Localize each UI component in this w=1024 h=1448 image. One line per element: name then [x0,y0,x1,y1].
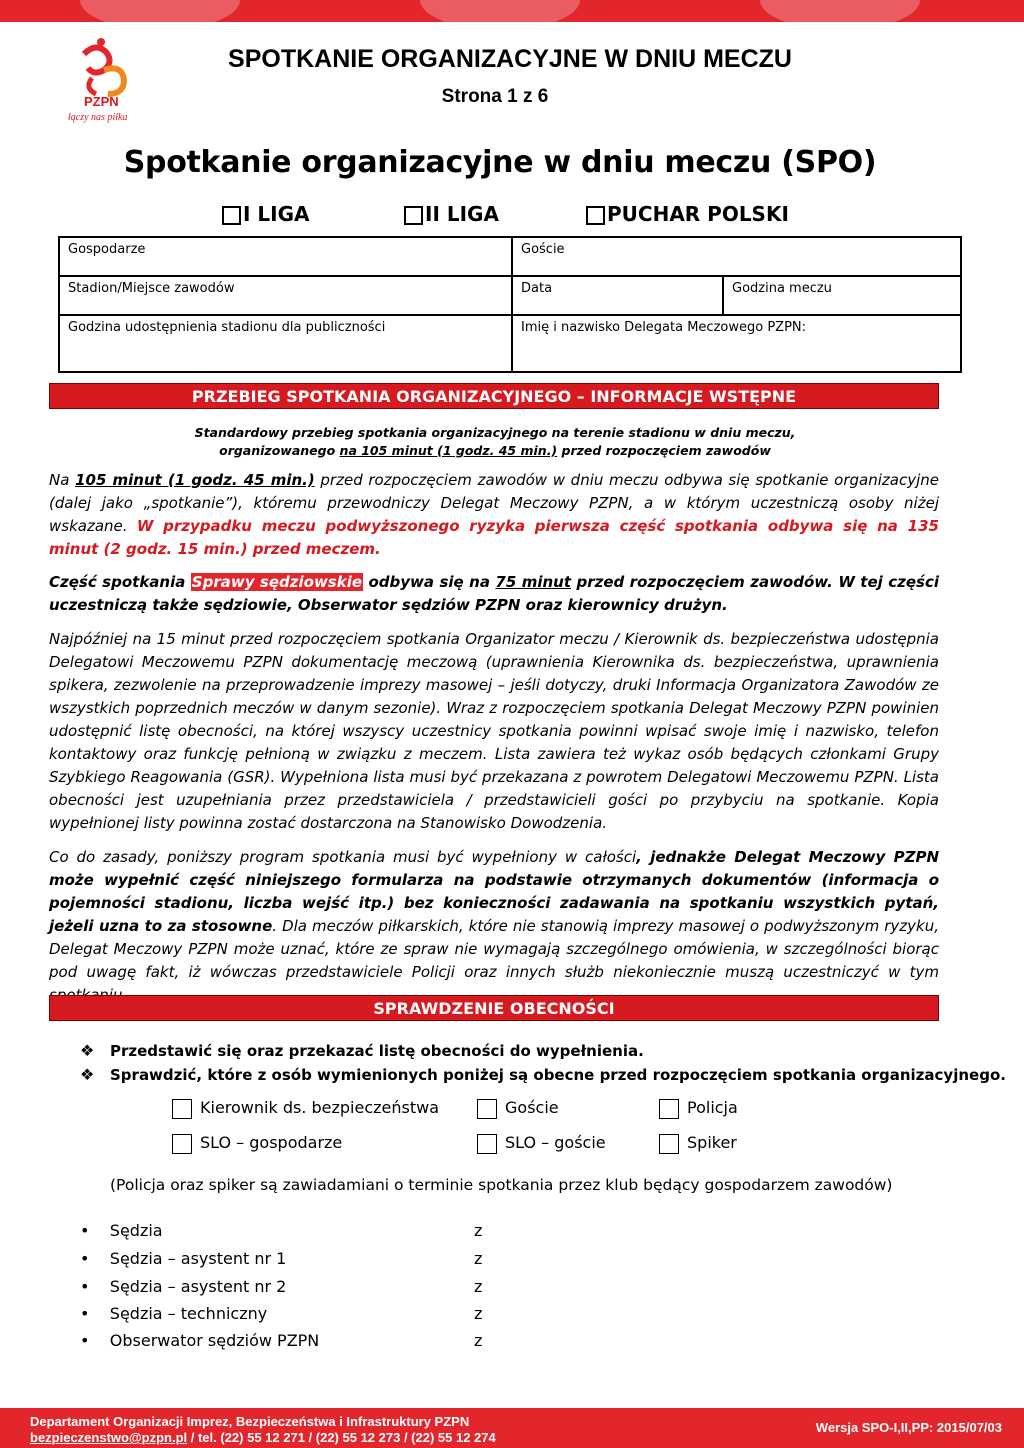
page-title: Spotkanie organizacyjne w dniu meczu (SPO) [123,145,877,180]
paragraph-4: Co do zasady, poniższy program spotkania musi być wypełniony w całości, jednakże Delegat Meczowy PZPN może wypełnić część niniejszego formularza na podstawie otrzymanych dokumentów (informacja o pojemności stadionu, liczba wejść itp.) bez konieczności zadawania na spotkaniu wszystkich pytań, jeżeli uzna to za stosowne. Dla meczów piłkarskich, które nie stanowią imprezy masowej o podwyższonym ryzyku, Delegat Meczowy PZPN może uznać, które ze spraw nie wymagają szczególnego omówienia, w szczególności biorąc pod uwagę fakt, iż wówczas przedstawiciele Policji oraz innych służb niekoniecznie muszą uczestniczyć w tym [49,848,939,981]
checkbox-slo-hosts[interactable]: SLO – gospodarze [172,1133,342,1154]
footer-department: Departament Organizacji Imprez, Bezpieczeństwa i Infrastruktury PZPN [30,1414,470,1429]
checkbox-ii-liga[interactable]: II LIGA [404,202,499,226]
diamond-bullet-icon: ❖ [80,1043,95,1060]
bullet-icon: • [80,1304,90,1323]
document-header-title: SPOTKANIE ORGANIZACYJNE W DNIU MECZU [228,45,792,73]
bullet-icon: • [80,1277,90,1296]
list-item: • Sędzia – techniczny [80,1304,268,1323]
from-label: z [474,1331,483,1350]
bullet-icon: • [80,1331,90,1350]
paragraph-3: Najpóźniej na 15 minut przed rozpoczęciem spotkania Organizator meczu / Kierownik ds. bezpieczeństwa udostępnia Delegatowi Meczowemu PZPN dokumentację meczową (uprawnienia Kierownika ds. bezpieczeństwa, uprawnienia spikera, zezwolenie na przeprowadzenie imprezy masowej – jeśli dotyczy, druki Informacja Organizatora Zawodów ze wszystkich poprzednich meczów w danym sezonie). Wraz z rozpoczęciem spotkania Delegat Meczowy PZPN powinien udostępnić listę obecności, na której wszyscy uczestnicy spotkania powinni wpisać swoje imię i nazwisko, telefon kontaktowy oraz funkcję pełnioną w związku z meczem. Lista zawiera też wykaz osób będących członkami Grupy Szybkiego Reagowania (GSR). Wypełniona lista musi być przekazana z powrotem Delegatowi Meczowemu PZPN. Lista obecności jest uzupełniania przez przedstawiciela / przedstawicieli gości po przybyciu na spotkanie. Kopia wypełnionej listy powinna zostać dostarczona na Stanowisko Dowodzenia. [49,630,939,832]
svg-text:PZPN: PZPN [84,94,119,109]
checkbox-guests[interactable]: Goście [477,1098,559,1119]
instruction-1: Przedstawić się oraz przekazać listę obecności do wypełnienia. [110,1042,644,1060]
intro-subtitle: Standardowy przebieg spotkania organizacyjnego na terenie stadionu w dniu meczu, organizowanego na 105 minut (1 godz. 45 min.) przed rozpoczęciem zawodów [194,425,796,458]
footer-email-link[interactable]: bezpieczenstwo@pzpn.pl [30,1430,188,1445]
checkbox-icon[interactable] [659,1099,679,1119]
footer [0,1408,1024,1448]
list-item: • Sędzia – asystent nr 1 [80,1249,287,1268]
from-label: z [474,1304,483,1323]
footer-version: Wersja SPO-I,II,PP: 2015/07/03 [815,1420,1002,1435]
highlight-referee-matters: Sprawy sędziowskie [191,573,363,591]
checkbox-police[interactable]: Policja [659,1098,738,1119]
attendance-note: (Policja oraz spiker są zawiadamiani o terminie spotkania przez klub będący gospodarzem zawodów) [110,1176,893,1194]
checkbox-icon[interactable] [404,206,423,225]
field-match-time[interactable]: Godzina meczu [723,276,961,315]
svg-text:łączy nas piłka: łączy nas piłka [68,112,128,123]
diamond-bullet-icon: ❖ [80,1067,95,1084]
match-info-form [58,236,962,373]
checkbox-icon[interactable] [172,1134,192,1154]
bullet-icon: • [80,1221,90,1240]
field-delegate-name[interactable]: Imię i nazwisko Delegata Meczowego PZPN: [512,315,961,372]
checkbox-security-manager[interactable]: Kierownik ds. bezpieczeństwa [172,1098,439,1119]
field-date[interactable]: Data [512,276,723,315]
paragraph-2: Część spotkania Sprawy sędziowskie odbywa się na 75 minut przed rozpoczęciem zawodów. W tej części uczestniczą także sędziowie, Obserwator sędziów PZPN oraz kierownicy drużyn. [49,573,939,614]
section-header-attendance: SPRAWDZENIE OBECNOŚCI [49,995,939,1021]
from-label: z [474,1249,483,1268]
pzpn-logo [68,34,146,126]
bullet-icon: • [80,1249,90,1268]
checkbox-icon[interactable] [659,1134,679,1154]
field-guests[interactable]: Goście [512,237,961,276]
footer-phones: / tel. (22) 55 12 271 / (22) 55 12 273 / (22) 55 12 274 [187,1430,496,1445]
checkbox-icon[interactable] [172,1099,192,1119]
paragraph-1: Na 105 minut (1 godz. 45 min.) przed rozpoczęciem zawodów w dniu meczu odbywa się spotkanie organizacyjne (dalej jako „spotkanie”), któremu przewodniczy Delegat Meczowy PZPN, a w którym uczestniczą osoby niżej wskazane. W przypadku meczu podwyższonego ryzyka pierwsza część spotkania odbywa się na 135 minut (2 godz. 15 min.) przed meczem. [49,471,939,558]
from-label: z [474,1221,483,1240]
list-item: • Obserwator sędziów PZPN [80,1331,320,1350]
from-label: z [474,1277,483,1296]
checkbox-icon[interactable] [586,206,605,225]
checkbox-icon[interactable] [477,1099,497,1119]
section-header-intro: PRZEBIEG SPOTKANIA ORGANIZACYJNEGO – INFORMACJE WSTĘPNE [49,383,939,409]
field-hosts[interactable]: Gospodarze [59,237,512,276]
list-item: • Sędzia [80,1221,163,1240]
checkbox-puchar-polski[interactable]: PUCHAR POLSKI [586,202,789,226]
checkbox-icon[interactable] [222,206,241,225]
checkbox-speaker[interactable]: Spiker [659,1133,737,1154]
field-opening-time[interactable]: Godzina udostępnienia stadionu dla publiczności [59,315,512,372]
list-item: • Sędzia – asystent nr 2 [80,1277,287,1296]
field-stadium[interactable]: Stadion/Miejsce zawodów [59,276,512,315]
top-band [0,0,1024,22]
checkbox-i-liga[interactable]: I LIGA [222,202,309,226]
page-number: Strona 1 z 6 [441,86,549,107]
checkbox-slo-guests[interactable]: SLO – goście [477,1133,606,1154]
checkbox-icon[interactable] [477,1134,497,1154]
instruction-2: Sprawdzić, które z osób wymienionych poniżej są obecne przed rozpoczęciem spotkania organizacyjnego. [110,1066,1006,1084]
